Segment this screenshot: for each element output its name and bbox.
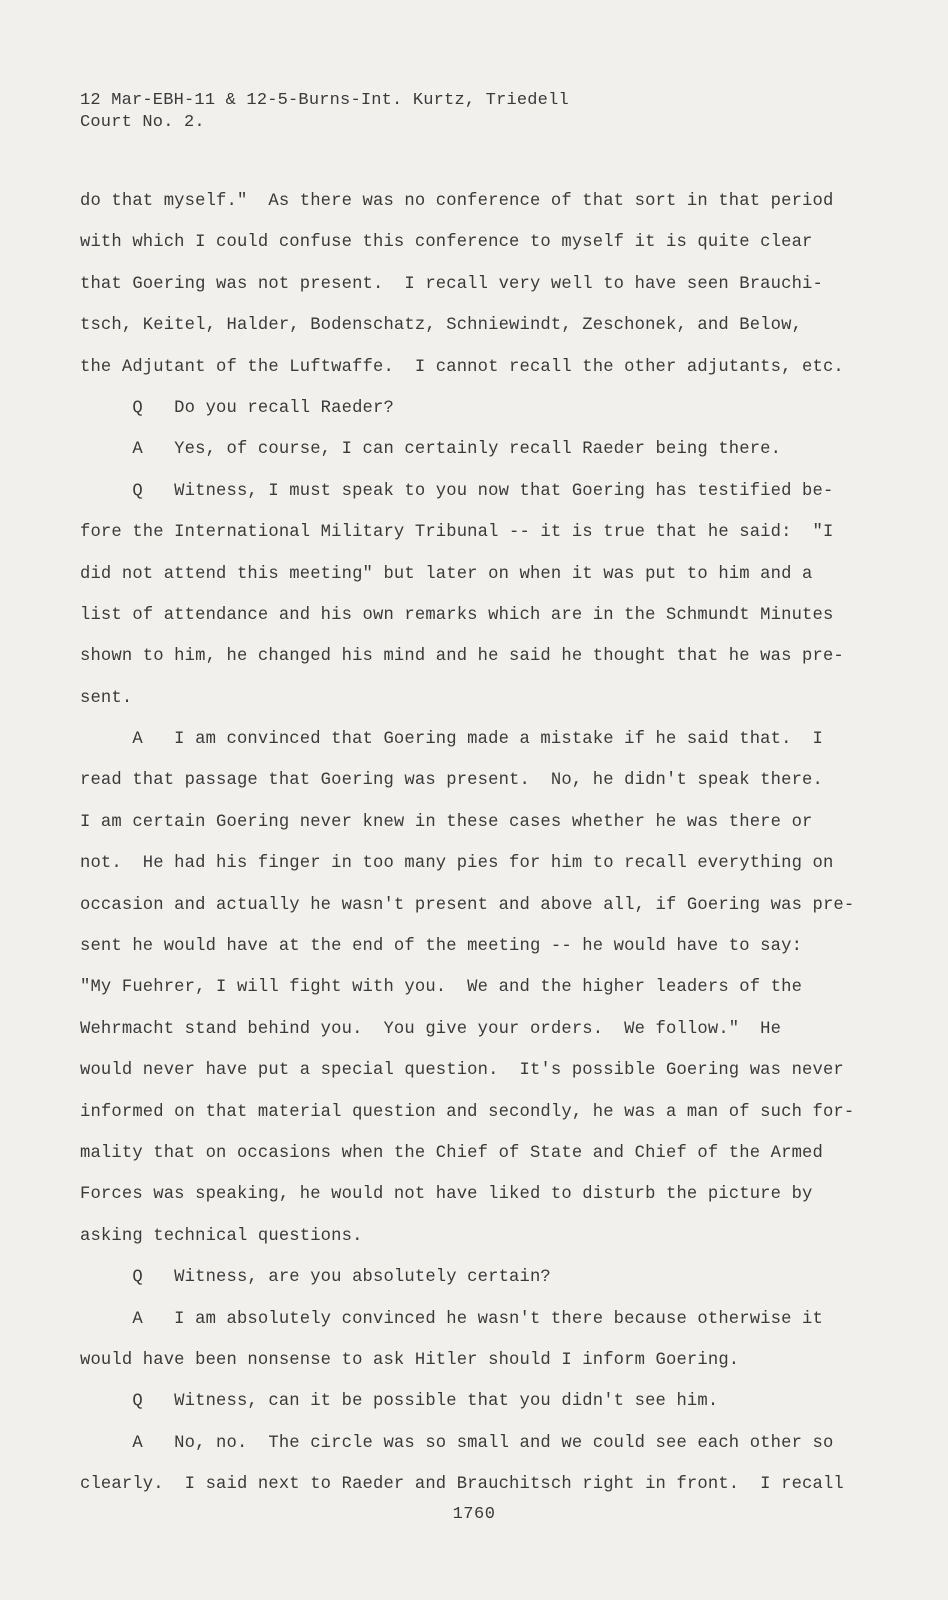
text-line: A I am absolutely convinced he wasn't there because otherwise it xyxy=(80,1309,823,1329)
text-line: would never have put a special question. It's possible Goering was never xyxy=(80,1061,844,1081)
text-line: that Goering was not present. I recall very well to have seen Brauchi- xyxy=(80,274,823,294)
text-line: list of attendance and his own remarks which are in the Schmundt Minutes xyxy=(80,605,834,625)
header-line-1: 12 Mar-EBH-11 & 12-5-Burns-Int. Kurtz, Triedell xyxy=(80,91,569,110)
transcript-body xyxy=(80,189,860,1514)
text-line: shown to him, he changed his mind and he said he thought that he was pre- xyxy=(80,647,844,667)
text-line: the Adjutant of the Luftwaffe. I cannot recall the other adjutants, etc. xyxy=(80,357,844,377)
text-line: asking technical questions. xyxy=(80,1226,363,1246)
text-line: sent he would have at the end of the meeting -- he would have to say: xyxy=(80,937,803,957)
text-line: tsch, Keitel, Halder, Bodenschatz, Schniewindt, Zeschonek, and Below, xyxy=(80,316,803,336)
text-line: "My Fuehrer, I will fight with you. We and the higher leaders of the xyxy=(80,978,803,998)
text-line: A Yes, of course, I can certainly recall Raeder being there. xyxy=(80,440,782,460)
text-line: Q Witness, can it be possible that you didn't see him. xyxy=(80,1392,719,1412)
text-line: Wehrmacht stand behind you. You give your orders. We follow." He xyxy=(80,1019,782,1039)
text-line: Q Witness, I must speak to you now that Goering has testified be- xyxy=(80,481,834,501)
text-line: A I am convinced that Goering made a mistake if he said that. I xyxy=(80,730,823,750)
text-line: with which I could confuse this conference to myself it is quite clear xyxy=(80,233,813,253)
text-line: fore the International Military Tribunal -- it is true that he said: "I xyxy=(80,523,834,543)
page-number: 1760 xyxy=(452,1505,496,1524)
text-line: informed on that material question and secondly, he was a man of such for- xyxy=(80,1102,855,1122)
text-line: occasion and actually he wasn't present and above all, if Goering was pre- xyxy=(80,895,855,915)
document-header xyxy=(80,90,569,134)
text-line: I am certain Goering never knew in these cases whether he was there or xyxy=(80,812,813,832)
text-line: A No, no. The circle was so small and we could see each other so xyxy=(80,1433,834,1453)
text-line: Q Witness, are you absolutely certain? xyxy=(80,1268,551,1288)
text-line: read that passage that Goering was present. No, he didn't speak there. xyxy=(80,771,823,791)
text-line: Q Do you recall Raeder? xyxy=(80,398,394,418)
text-line: would have been nonsense to ask Hitler should I inform Goering. xyxy=(80,1350,740,1370)
text-line: sent. xyxy=(80,688,133,708)
text-line: mality that on occasions when the Chief of State and Chief of the Armed xyxy=(80,1143,823,1163)
text-line: did not attend this meeting" but later on when it was put to him and a xyxy=(80,564,813,584)
text-line: do that myself." As there was no conference of that sort in that period xyxy=(80,192,834,211)
text-line: not. He had his finger in too many pies for him to recall everything on xyxy=(80,854,834,874)
text-line: Forces was speaking, he would not have liked to disturb the picture by xyxy=(80,1185,813,1205)
text-line: clearly. I said next to Raeder and Brauchitsch right in front. I recall xyxy=(80,1475,844,1495)
header-line-2: Court No. 2. xyxy=(80,113,205,132)
